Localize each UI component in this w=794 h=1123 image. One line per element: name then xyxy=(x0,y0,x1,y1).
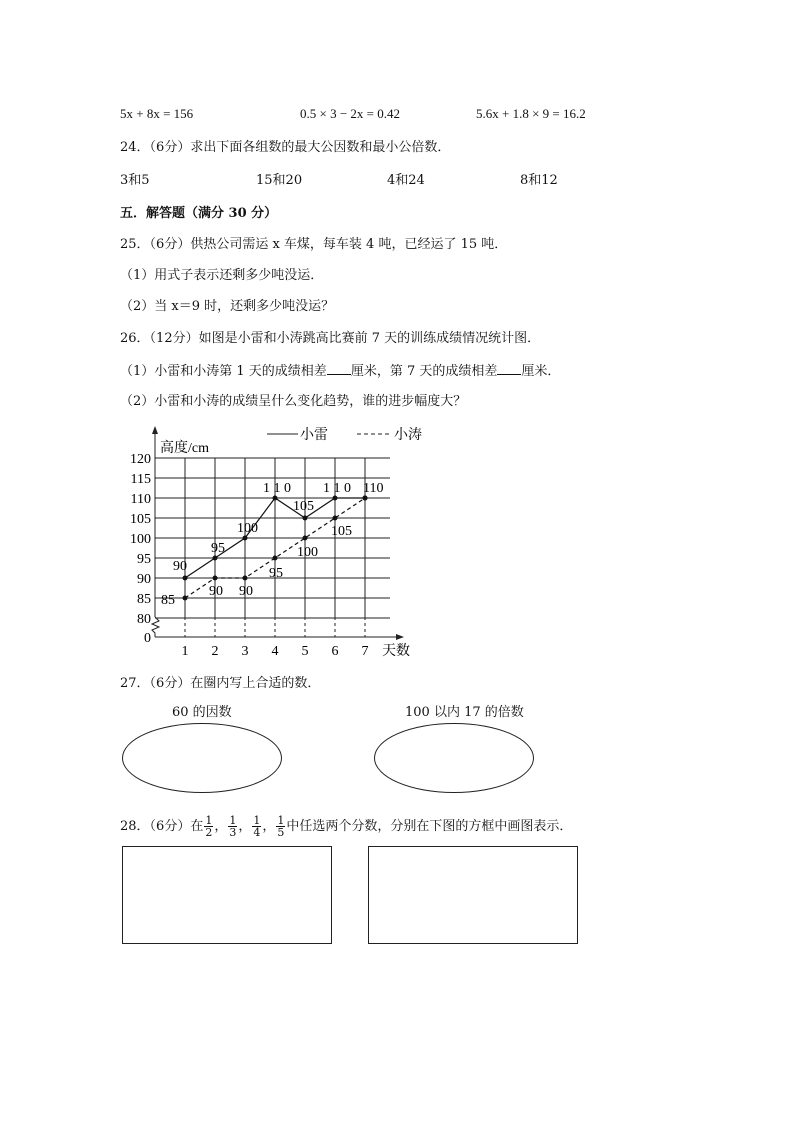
x-axis-arrow xyxy=(396,634,404,640)
y-tick-label: 110 xyxy=(130,492,151,507)
fraction-2 xyxy=(228,815,237,838)
data-point xyxy=(273,496,278,501)
fraction-4-numerator: 1 xyxy=(277,814,285,827)
y-axis-title: 高度/cm xyxy=(160,441,209,456)
data-point xyxy=(243,576,248,581)
q24-pair-1: 3和5 xyxy=(120,173,150,188)
fraction-1-denominator: 2 xyxy=(205,826,213,839)
q28-title: 28．（6分）在 $\frac{1}{2}$ ， $\frac{1}{3}$ ， $\frac{1}{4}$ ， $\frac{1}{5}$ 中任选两个分数，分别在下图的方框中画图表示． xyxy=(120,814,573,839)
q24-pair-3: 4和24 xyxy=(387,173,425,188)
q26-sub2: （2）小雷和小涛的成绩呈什么变化趋势，谁的进步幅度大？ xyxy=(120,394,467,409)
y-tick-label: 100 xyxy=(130,532,151,547)
data-label: 85 xyxy=(161,593,175,608)
equation-3: 5.6x + 1.8 × 9 = 16.2 xyxy=(476,106,586,121)
equation-1: 5x + 8x = 156 xyxy=(120,106,194,121)
data-point xyxy=(303,516,308,521)
q27-label-left: 60 的因数 xyxy=(172,705,232,720)
drawing-box-left[interactable] xyxy=(122,846,332,944)
q25-sub2: （2）当 x＝9 时，还剩多少吨没运？ xyxy=(120,299,335,314)
data-label: 110 xyxy=(363,481,384,496)
y-tick-label: 0 xyxy=(144,631,151,646)
x-tick-label: 7 xyxy=(361,644,369,659)
equation-2: 0.5 × 3 − 2x = 0.42 xyxy=(300,106,400,121)
answer-blank-1[interactable] xyxy=(327,362,351,375)
legend-label-series-2: 小涛 xyxy=(394,428,422,443)
q28-title-part-a: 28．（6分）在 xyxy=(120,819,204,834)
q27-label-right: 100 以内 17 的倍数 xyxy=(405,705,524,720)
q25-sub1: （1）用式子表示还剩多少吨没运． xyxy=(120,268,324,283)
x-tick-label: 4 xyxy=(271,644,279,659)
y-tick-label: 80 xyxy=(137,612,151,627)
y-tick-label: 85 xyxy=(137,592,151,607)
fraction-4 xyxy=(276,815,285,838)
data-label: 90 xyxy=(173,559,187,574)
x-tick-label: 1 xyxy=(181,644,189,659)
data-point xyxy=(333,496,338,501)
data-label: 100 xyxy=(237,521,258,536)
q25-title: 25．（6分）供热公司需运 x 车煤，每车装 4 吨，已经运了 15 吨． xyxy=(120,237,508,252)
legend-label-series-1: 小雷 xyxy=(300,428,328,443)
fraction-1-numerator: 1 xyxy=(205,814,213,827)
data-label: 95 xyxy=(211,541,225,556)
data-label: 90 xyxy=(239,584,253,599)
data-point xyxy=(213,556,218,561)
y-tick-label: 105 xyxy=(130,512,151,527)
data-point xyxy=(213,576,218,581)
data-point xyxy=(273,556,278,561)
x-tick-label: 2 xyxy=(211,644,219,659)
q26-sub1 xyxy=(120,362,560,380)
factors-ellipse[interactable] xyxy=(122,723,282,793)
y-axis-arrow xyxy=(152,426,158,434)
x-axis-title: 天数 xyxy=(382,644,410,659)
data-label: 90 xyxy=(209,584,223,599)
drawing-box-right[interactable] xyxy=(368,846,578,944)
fraction-3-denominator: 4 xyxy=(253,826,261,839)
y-tick-label: 115 xyxy=(130,472,151,487)
y-tick-label: 95 xyxy=(137,552,151,567)
q26-sub1-part-c: 厘米． xyxy=(521,364,561,379)
data-label: 1 1 0 xyxy=(263,481,291,496)
data-point xyxy=(183,596,188,601)
fraction-2-numerator: 1 xyxy=(229,814,237,827)
data-label: 1 1 0 xyxy=(323,481,351,496)
fraction-4-denominator: 5 xyxy=(277,826,285,839)
axis-break xyxy=(152,617,159,637)
x-tick-label: 3 xyxy=(241,644,249,659)
data-point xyxy=(363,496,368,501)
q26-sub1-part-b: 厘米，第 7 天的成绩相差 xyxy=(350,364,498,379)
section-title: 五．解答题（满分 30 分） xyxy=(120,206,278,221)
fraction-2-denominator: 3 xyxy=(229,826,237,839)
data-label: 95 xyxy=(269,566,283,581)
answer-blank-2[interactable] xyxy=(497,362,521,375)
data-label: 105 xyxy=(331,524,352,539)
fraction-3 xyxy=(252,815,261,838)
q24-pair-2: 15和20 xyxy=(256,173,303,188)
y-tick-label: 120 xyxy=(130,452,151,467)
data-label: 105 xyxy=(293,499,314,514)
multiples-ellipse[interactable] xyxy=(374,723,534,793)
q26-sub1-part-a: （1）小雷和小涛第 1 天的成绩相差 xyxy=(120,364,327,379)
q24-title: 24．（6分）求出下面各组数的最大公因数和最小公倍数． xyxy=(120,140,451,155)
q28-title-part-b: 中任选两个分数，分别在下图的方框中画图表示． xyxy=(286,819,573,834)
fraction-3-numerator: 1 xyxy=(253,814,261,827)
data-label: 100 xyxy=(297,545,318,560)
data-point xyxy=(333,516,338,521)
data-point xyxy=(183,576,188,581)
q24-pair-4: 8和12 xyxy=(520,173,558,188)
data-point xyxy=(303,536,308,541)
data-point xyxy=(243,536,248,541)
y-tick-label: 90 xyxy=(137,572,151,587)
x-tick-label: 6 xyxy=(331,644,339,659)
q26-title: 26．（12分）如图是小雷和小涛跳高比赛前 7 天的训练成绩情况统计图． xyxy=(120,331,541,346)
q27-title: 27．（6分）在圈内写上合适的数． xyxy=(120,676,321,691)
x-tick-label: 5 xyxy=(301,644,309,659)
fraction-1 xyxy=(204,815,213,838)
training-line-chart xyxy=(130,420,430,665)
